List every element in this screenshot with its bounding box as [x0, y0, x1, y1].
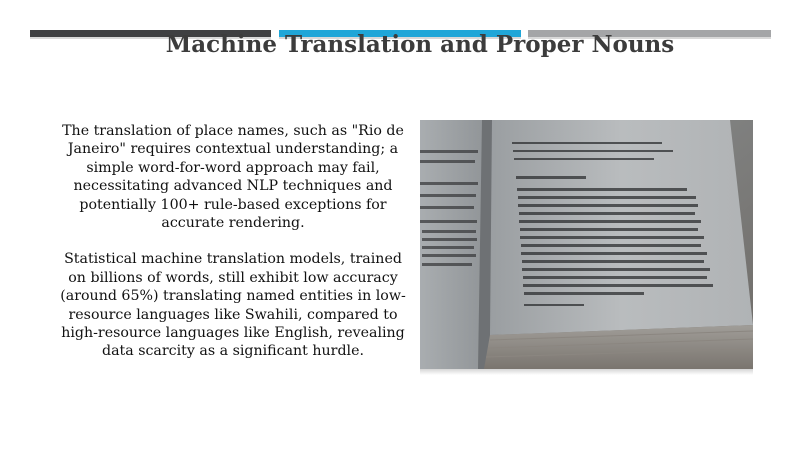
- open-book-photo-icon: [420, 120, 753, 369]
- photo-shadow: [420, 369, 753, 375]
- paragraph-statistical-mt: Statistical machine translation models, trained on billions of words, still exhibit low accuracy (around 65%) translating named entities in low-resource languages like Swahili, compared to high-resource languages like English, revealing data scarcity as a significant hurdle.: [60, 251, 406, 360]
- body-text: [56, 122, 410, 379]
- slide-title: Machine Translation and Proper Nouns: [165, 31, 675, 58]
- paragraph-place-names: The translation of place names, such as "Rio de Janeiro" requires contextual understanding; a simple word-for-word approach may fail, necessitating advanced NLP techniques and potentially 100+ rule-based exceptions for accurate rendering.: [62, 123, 404, 232]
